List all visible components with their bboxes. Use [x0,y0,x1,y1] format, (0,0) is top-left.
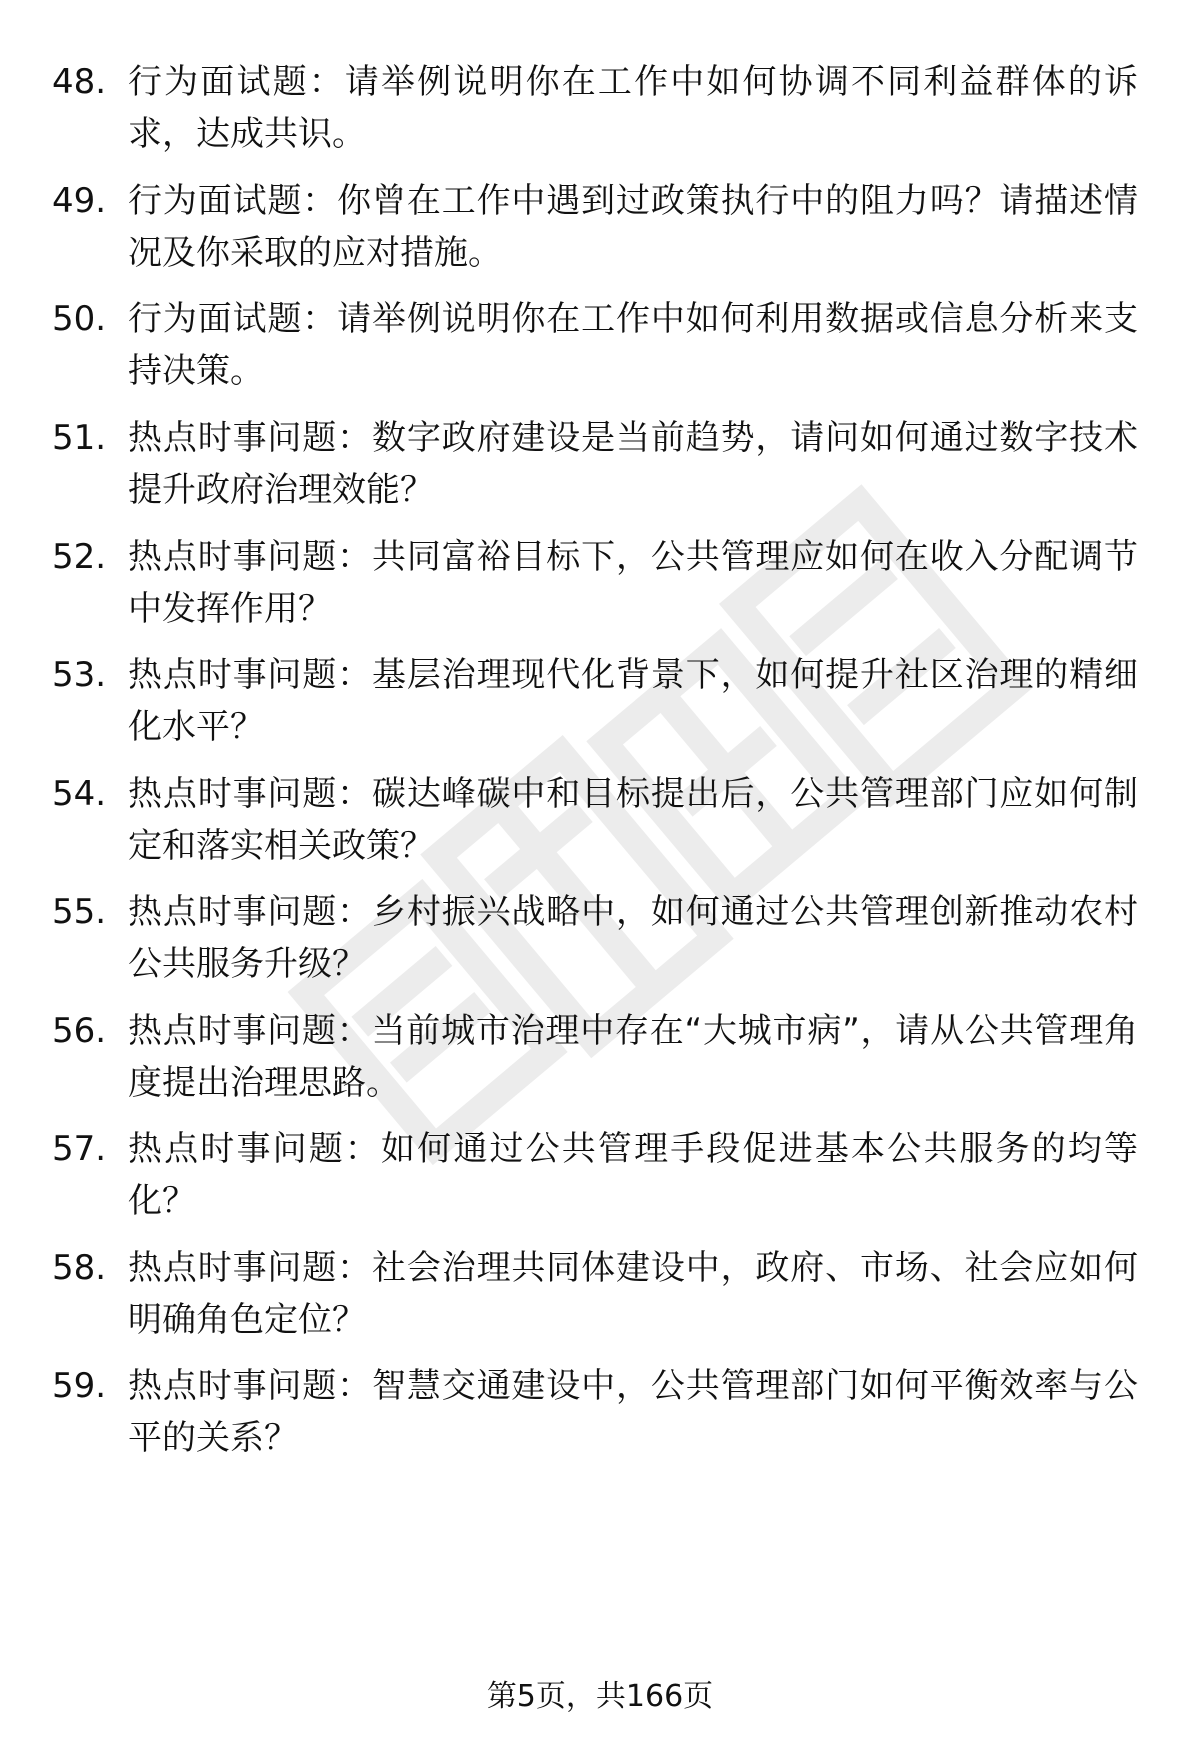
list-item [0,293,1200,403]
question-number: 51. [52,418,107,458]
question-text: 行为面试题：请举例说明你在工作中如何协调不同利益群体的诉求，达成共识。 [128,62,1138,154]
list-item [0,412,1200,522]
question-text: 行为面试题：你曾在工作中遇到过政策执行中的阻力吗？请描述情况及你采取的应对措施。 [128,181,1138,273]
question-text: 热点时事问题：数字政府建设是当前趋势，请问如何通过数字技术提升政府治理效能？ [128,418,1138,510]
question-text: 行为面试题：请举例说明你在工作中如何利用数据或信息分析来支持决策。 [128,299,1138,391]
page-footer [0,1677,1200,1717]
question-number: 55. [52,892,107,932]
question-number: 59. [52,1366,107,1406]
list-item [0,1242,1200,1352]
list-item [0,649,1200,759]
list-item [0,1360,1200,1470]
question-text: 热点时事问题：乡村振兴战略中，如何通过公共管理创新推动农村公共服务升级？ [128,892,1138,984]
question-number: 52. [52,537,107,577]
question-text: 热点时事问题：当前城市治理中存在“大城市病”，请从公共管理角度提出治理思路。 [128,1011,1138,1103]
question-number: 54. [52,774,107,814]
list-item [0,56,1200,166]
question-text: 热点时事问题：共同富裕目标下，公共管理应如何在收入分配调节中发挥作用？ [128,537,1138,629]
question-number: 50. [52,299,107,339]
question-number: 49. [52,181,107,221]
question-text: 热点时事问题：如何通过公共管理手段促进基本公共服务的均等化？ [128,1129,1138,1221]
question-text: 热点时事问题：基层治理现代化背景下，如何提升社区治理的精细化水平？ [128,655,1138,747]
question-number: 57. [52,1129,107,1169]
list-item [0,1005,1200,1115]
list-item [0,768,1200,878]
page-number-label: 第5页，共166页 [486,1679,714,1714]
list-item [0,175,1200,285]
question-text: 热点时事问题：智慧交通建设中，公共管理部门如何平衡效率与公平的关系？ [128,1366,1138,1458]
question-number: 58. [52,1248,107,1288]
question-number: 48. [52,62,107,102]
question-number: 56. [52,1011,107,1051]
question-text: 热点时事问题：碳达峰碳中和目标提出后，公共管理部门应如何制定和落实相关政策？ [128,774,1138,866]
list-item [0,531,1200,641]
list-item [0,886,1200,996]
question-number: 53. [52,655,107,695]
question-text: 热点时事问题：社会治理共同体建设中，政府、市场、社会应如何明确角色定位？ [128,1248,1138,1340]
list-item [0,1123,1200,1233]
